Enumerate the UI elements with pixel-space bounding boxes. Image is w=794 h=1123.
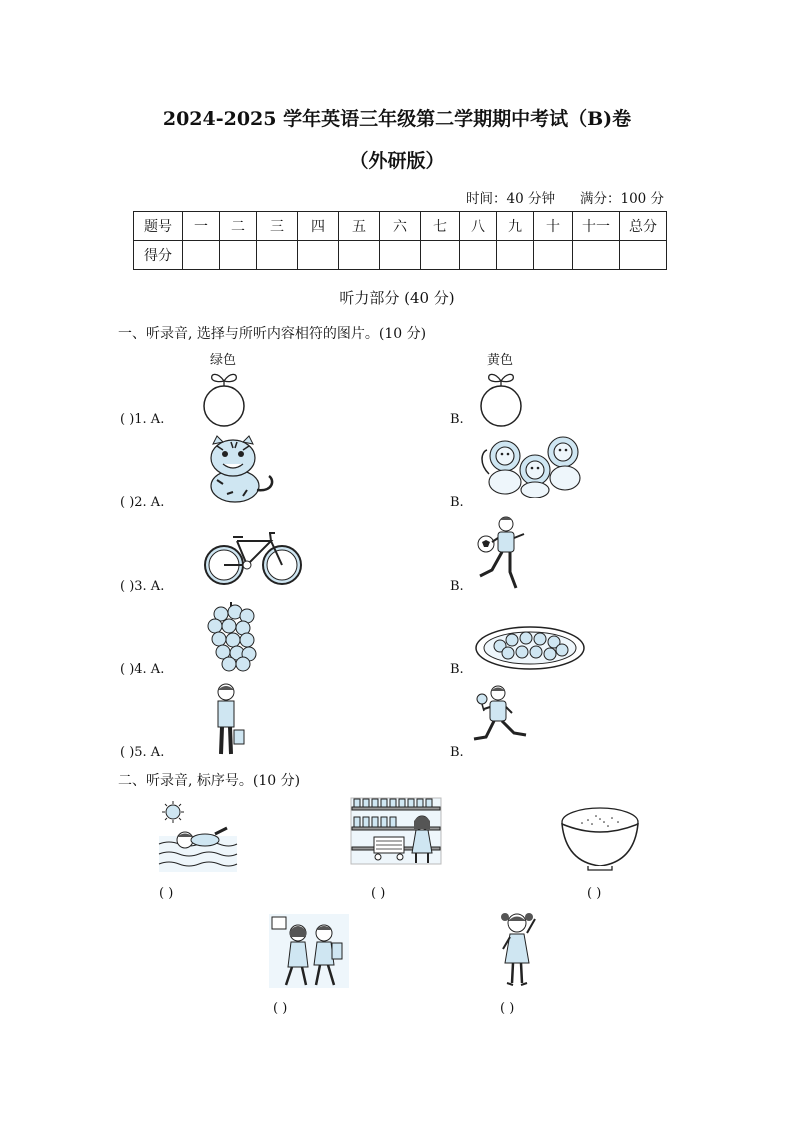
table-cell: 六 [380, 212, 421, 241]
question-3-b-label: B. [450, 579, 464, 594]
table-cell: 七 [421, 212, 460, 241]
question-1-number: ( )1. A. [120, 412, 165, 427]
table-cell: 二 [220, 212, 257, 241]
man-with-bag-icon [210, 682, 248, 756]
table-cell: 五 [339, 212, 380, 241]
bowl-of-rice-icon [558, 804, 642, 872]
score-label: 满分：100 分 [580, 191, 665, 207]
table-cell: 三 [257, 212, 298, 241]
boy-with-ice-cream-icon [470, 683, 536, 749]
table-cell: 四 [298, 212, 339, 241]
table-cell: 题号 [134, 212, 183, 241]
section2-item-1-blank[interactable]: ( ) [159, 886, 174, 901]
children-going-to-school-icon [268, 913, 350, 989]
table-cell: 十 [534, 212, 573, 241]
girl-waving-icon [495, 909, 545, 989]
score-input-cell[interactable] [257, 241, 298, 270]
boy-playing-football-icon [470, 514, 528, 592]
boy-swimming-icon [157, 800, 239, 876]
question-4-b-label: B. [450, 662, 464, 677]
score-input-cell[interactable] [534, 241, 573, 270]
question-4-number: ( )4. A. [120, 662, 165, 677]
girl-shopping-icon [350, 797, 442, 865]
tiger-icon [203, 434, 281, 506]
question-1-b-label: B. [450, 412, 464, 427]
section1-heading: 一、听录音, 选择与所听内容相符的图片。(10 分) [118, 326, 427, 342]
section2-heading: 二、听录音, 标序号。(10 分) [118, 773, 301, 789]
section2-item-5-blank[interactable]: ( ) [500, 1001, 515, 1016]
table-cell: 一 [183, 212, 220, 241]
question-2-number: ( )2. A. [120, 495, 165, 510]
score-table-score-row [134, 241, 667, 270]
lions-icon [475, 434, 585, 498]
plate-of-food-icon [474, 624, 586, 672]
yellow-ball-icon [477, 367, 525, 429]
score-input-cell[interactable] [183, 241, 220, 270]
score-input-cell[interactable] [497, 241, 534, 270]
section2-item-3-blank[interactable]: ( ) [587, 886, 602, 901]
listening-heading: 听力部分 (40 分) [339, 289, 455, 307]
color-label-yellow: 黄色 [487, 353, 514, 368]
table-cell: 得分 [134, 241, 183, 270]
table-cell: 九 [497, 212, 534, 241]
score-table [133, 211, 667, 270]
score-input-cell[interactable] [620, 241, 667, 270]
page-title: 2024-2025 学年英语三年级第二学期期中考试（B)卷 [162, 108, 632, 130]
question-5-b-label: B. [450, 745, 464, 760]
time-label: 时间：40 分钟 [466, 191, 555, 207]
green-ball-icon [200, 367, 248, 429]
section2-item-4-blank[interactable]: ( ) [273, 1001, 288, 1016]
question-5-number: ( )5. A. [120, 745, 165, 760]
score-input-cell[interactable] [298, 241, 339, 270]
section2-item-2-blank[interactable]: ( ) [371, 886, 386, 901]
question-2-b-label: B. [450, 495, 464, 510]
score-input-cell[interactable] [380, 241, 421, 270]
color-label-green: 绿色 [210, 353, 237, 368]
bicycle-icon [203, 525, 303, 587]
score-input-cell[interactable] [573, 241, 620, 270]
table-cell: 十一 [573, 212, 620, 241]
score-input-cell[interactable] [421, 241, 460, 270]
score-table-header-row [134, 212, 667, 241]
table-cell: 八 [460, 212, 497, 241]
page-subtitle: （外研版） [349, 150, 445, 172]
question-3-number: ( )3. A. [120, 579, 165, 594]
score-input-cell[interactable] [339, 241, 380, 270]
score-input-cell[interactable] [220, 241, 257, 270]
table-cell: 总分 [620, 212, 667, 241]
score-input-cell[interactable] [460, 241, 497, 270]
grapes-icon [203, 600, 261, 672]
